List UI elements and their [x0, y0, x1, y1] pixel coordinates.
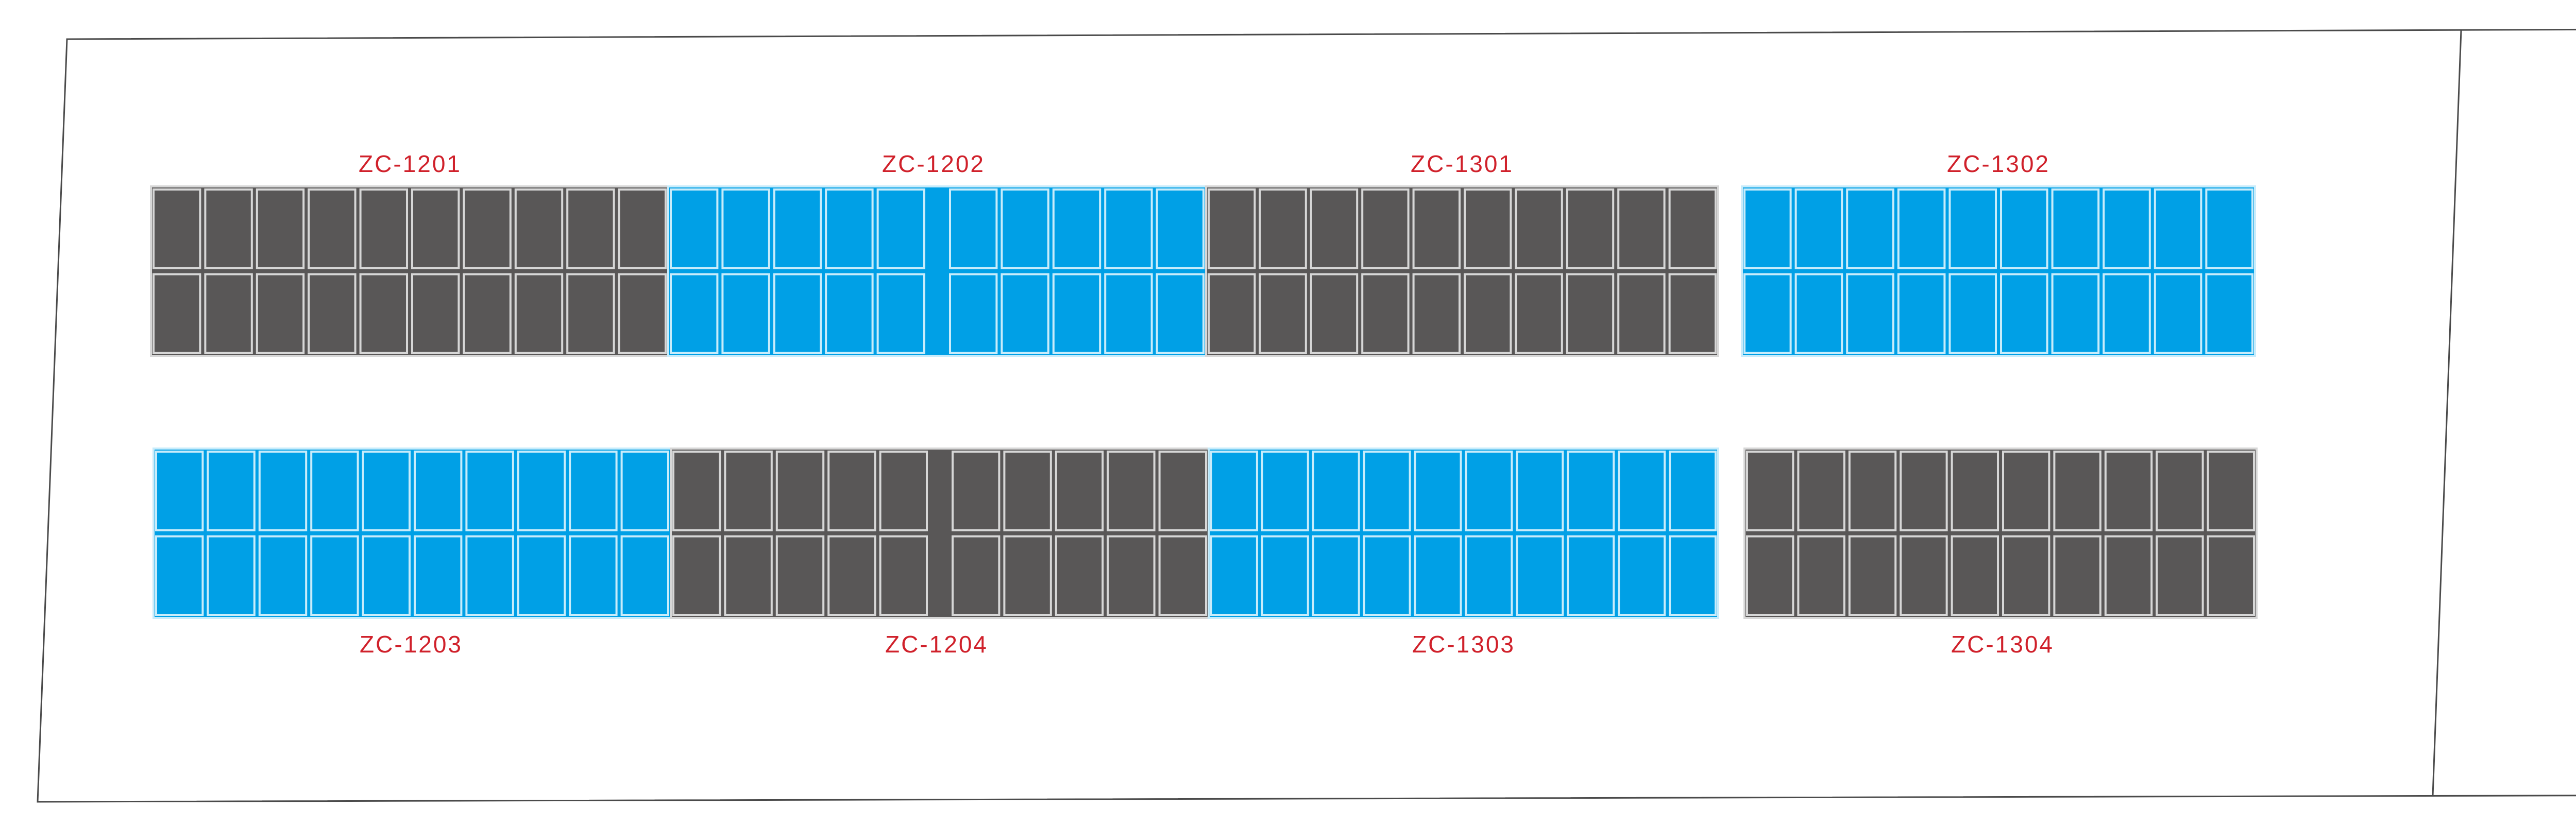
solar-module — [1847, 190, 1893, 268]
solar-module — [464, 190, 510, 268]
solar-module — [953, 452, 999, 530]
solar-module — [1108, 452, 1154, 530]
solar-module — [1568, 452, 1614, 530]
solar-module — [722, 190, 769, 268]
solar-module — [260, 452, 306, 530]
solar-module — [156, 537, 202, 615]
solar-module — [415, 452, 461, 530]
site-boundary — [38, 29, 2576, 802]
solar-module — [1056, 537, 1103, 615]
solar-module — [1108, 537, 1154, 615]
zone-array-zc-1301[interactable] — [1206, 186, 1718, 356]
solar-module — [725, 537, 771, 615]
solar-module — [1364, 537, 1410, 615]
solar-module — [412, 190, 459, 268]
solar-module — [311, 537, 358, 615]
solar-module — [2003, 452, 2049, 530]
solar-module — [2001, 190, 2047, 268]
solar-module — [828, 537, 875, 615]
solar-module — [1466, 452, 1512, 530]
solar-module — [466, 537, 513, 615]
solar-module — [774, 274, 821, 353]
solar-module — [2054, 537, 2100, 615]
solar-module — [673, 452, 720, 530]
solar-module — [2106, 537, 2151, 615]
solar-module — [516, 274, 562, 353]
solar-module — [622, 452, 668, 530]
solar-module — [1798, 452, 1844, 530]
solar-module — [1901, 537, 1946, 615]
solar-module — [2001, 274, 2047, 353]
solar-module — [950, 274, 996, 353]
solar-module — [567, 190, 614, 268]
solar-module — [2208, 537, 2254, 615]
zone-label-zc-1204: ZC-1204 — [885, 631, 988, 658]
solar-module — [1414, 274, 1460, 353]
solar-module — [1517, 452, 1563, 530]
solar-module — [1744, 190, 1791, 268]
solar-module — [1798, 537, 1844, 615]
solar-module — [1901, 452, 1946, 530]
solar-module — [1950, 190, 1996, 268]
solar-module — [257, 190, 303, 268]
solar-module — [2054, 452, 2100, 530]
solar-module — [2155, 190, 2201, 268]
solar-module — [1160, 537, 1206, 615]
solar-module — [1516, 274, 1562, 353]
zone-label-zc-1202: ZC-1202 — [882, 150, 985, 177]
solar-module — [361, 190, 407, 268]
zone-label-zc-1303: ZC-1303 — [1412, 631, 1515, 658]
site-divider-line — [2433, 30, 2461, 796]
solar-module — [412, 274, 459, 353]
zone-array-zc-1204[interactable] — [671, 449, 1209, 618]
solar-module — [828, 452, 875, 530]
solar-module — [363, 537, 410, 615]
solar-module — [1850, 537, 1895, 615]
solar-module — [260, 537, 306, 615]
solar-module — [1796, 274, 1842, 353]
solar-module — [208, 452, 254, 530]
solar-module — [878, 190, 924, 268]
solar-module — [516, 190, 562, 268]
solar-module — [671, 190, 717, 268]
solar-module — [570, 537, 616, 615]
solar-module — [774, 190, 821, 268]
solar-module — [1209, 190, 1255, 268]
solar-module — [1002, 190, 1048, 268]
solar-module — [1157, 274, 1204, 353]
solar-module — [1952, 452, 1998, 530]
solar-module — [1056, 452, 1103, 530]
zone-array-zc-1203[interactable] — [154, 449, 671, 618]
solar-module — [415, 537, 461, 615]
solar-module — [2104, 190, 2150, 268]
solar-module — [309, 274, 355, 353]
solar-module — [1002, 274, 1048, 353]
solar-module — [1362, 190, 1408, 268]
solar-module — [2053, 274, 2099, 353]
zone-array-zc-1202[interactable] — [668, 186, 1206, 356]
solar-module — [1415, 537, 1461, 615]
solar-module — [309, 190, 355, 268]
solar-module — [1850, 452, 1895, 530]
solar-module — [466, 452, 513, 530]
solar-module — [1899, 190, 1945, 268]
solar-module — [154, 274, 200, 353]
solar-module — [361, 274, 407, 353]
solar-module — [464, 274, 510, 353]
solar-module — [878, 274, 924, 353]
solar-module — [953, 537, 999, 615]
solar-module — [2157, 537, 2202, 615]
solar-module — [1796, 190, 1842, 268]
zone-label-zc-1302: ZC-1302 — [1947, 150, 2050, 177]
solar-module — [777, 537, 823, 615]
solar-module — [2206, 190, 2252, 268]
solar-module — [518, 537, 565, 615]
solar-module — [1160, 452, 1206, 530]
solar-module — [1004, 537, 1050, 615]
solar-module — [671, 274, 717, 353]
solar-module — [2208, 452, 2254, 530]
solar-module — [1747, 537, 1793, 615]
solar-module — [2003, 537, 2049, 615]
solar-module — [1313, 537, 1359, 615]
solar-module — [1516, 190, 1562, 268]
solar-module — [2106, 452, 2151, 530]
solar-module — [2157, 452, 2202, 530]
solar-module — [1567, 274, 1613, 353]
solar-module — [1517, 537, 1563, 615]
solar-module — [2053, 190, 2099, 268]
solar-module — [1950, 274, 1996, 353]
solar-module — [1211, 537, 1257, 615]
solar-module — [154, 190, 200, 268]
solar-module — [1157, 190, 1204, 268]
solar-module — [1465, 190, 1511, 268]
solar-module — [1670, 537, 1716, 615]
solar-module — [1054, 274, 1100, 353]
solar-module — [1670, 452, 1716, 530]
solar-module — [257, 274, 303, 353]
solar-module — [567, 274, 614, 353]
solar-module — [311, 452, 358, 530]
solar-module — [1619, 452, 1665, 530]
solar-module — [208, 537, 254, 615]
solar-module — [1311, 274, 1357, 353]
solar-module — [1747, 452, 1793, 530]
solar-module — [826, 190, 872, 268]
solar-module — [673, 537, 720, 615]
solar-module — [1618, 190, 1664, 268]
solar-module — [722, 274, 769, 353]
zone-array-zc-1304[interactable] — [1744, 449, 2257, 618]
solar-module — [1952, 537, 1998, 615]
solar-module — [1670, 274, 1716, 353]
zone-array-zc-1201[interactable] — [151, 186, 668, 356]
solar-module — [880, 537, 927, 615]
zone-label-zc-1201: ZC-1201 — [359, 150, 462, 177]
solar-module — [1568, 537, 1614, 615]
zone-array-zc-1302[interactable] — [1742, 186, 2255, 356]
zone-array-zc-1303[interactable] — [1209, 449, 1718, 618]
solar-module — [363, 452, 410, 530]
solar-module — [2206, 274, 2252, 353]
solar-module — [518, 452, 565, 530]
solar-module — [950, 190, 996, 268]
solar-module — [1618, 274, 1664, 353]
solar-module — [1311, 190, 1357, 268]
solar-module — [1313, 452, 1359, 530]
solar-module — [205, 274, 251, 353]
solar-module — [1054, 190, 1100, 268]
solar-module — [570, 452, 616, 530]
solar-module — [826, 274, 872, 353]
solar-module — [880, 452, 927, 530]
solar-module — [2104, 274, 2150, 353]
solar-module — [1362, 274, 1408, 353]
solar-module — [1105, 190, 1151, 268]
solar-module — [1415, 452, 1461, 530]
solar-module — [205, 190, 251, 268]
solar-module — [1465, 274, 1511, 353]
solar-module — [1262, 537, 1308, 615]
solar-module — [1260, 274, 1306, 353]
solar-module — [619, 190, 666, 268]
solar-module — [1004, 452, 1050, 530]
solar-module — [1847, 274, 1893, 353]
solar-module — [1899, 274, 1945, 353]
solar-module — [1619, 537, 1665, 615]
solar-module — [1567, 190, 1613, 268]
zone-label-zc-1304: ZC-1304 — [1951, 631, 2054, 658]
solar-module — [1209, 274, 1255, 353]
solar-module — [1466, 537, 1512, 615]
solar-module — [619, 274, 666, 353]
solar-module — [1211, 452, 1257, 530]
zone-label-zc-1301: ZC-1301 — [1411, 150, 1514, 177]
solar-module — [725, 452, 771, 530]
solar-module — [156, 452, 202, 530]
solar-module — [777, 452, 823, 530]
solar-module — [1744, 274, 1791, 353]
solar-module — [1105, 274, 1151, 353]
solar-module — [1260, 190, 1306, 268]
solar-module — [622, 537, 668, 615]
solar-module — [1262, 452, 1308, 530]
solar-module — [1670, 190, 1716, 268]
zone-label-zc-1203: ZC-1203 — [360, 631, 463, 658]
solar-module — [1364, 452, 1410, 530]
solar-module — [2155, 274, 2201, 353]
solar-module — [1414, 190, 1460, 268]
